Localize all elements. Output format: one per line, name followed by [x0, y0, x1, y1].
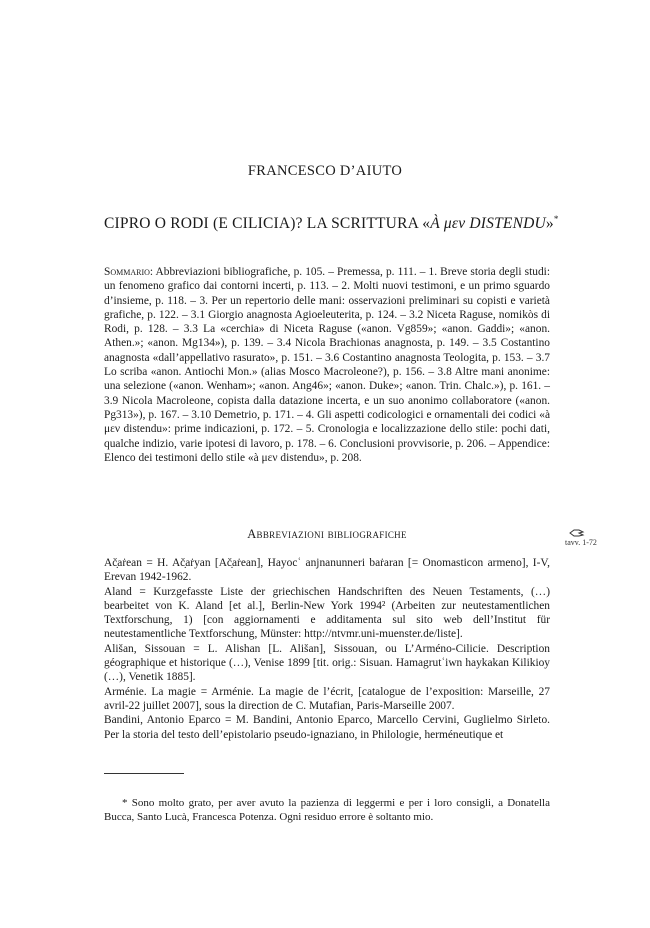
- bibliography-entry: Arménie. La magie = Arménie. La magie de l’écrit, [catalogue de l’exposition: Marseille, 27 avril-22 juillet 2007], sous la direction de C. Mutafian, Paris-Marseille 2007.: [104, 685, 550, 712]
- bibliography-entry: Bandini, Antonio Eparco = M. Bandini, Antonio Eparco, Marcello Cervini, Guglielmo Sirleto. Per la storia del testo dell’epistolario pseudo-ignaziano, in Philologie, herméneutique et: [104, 714, 550, 741]
- bibliography-entry: Ač̣aṙean = H. Ač̣aṙyan [Ač̣aṙean], Hayocʿ anjnanunneri baṙaran [= Onomasticon armeno], I-V, Erevan 1942-1962.: [104, 557, 550, 584]
- author-name: FRANCESCO D’AIUTO: [247, 163, 403, 179]
- margin-note-text: tavv. 1-72: [565, 538, 597, 547]
- title-close: »: [545, 215, 554, 233]
- bibliography-list: [104, 556, 550, 742]
- plate-reference-icon: [569, 528, 585, 538]
- footnote-rule: [104, 773, 184, 774]
- summary-label: Sommario:: [104, 266, 154, 278]
- summary-text: Abbreviazioni bibliografiche, p. 105. – Premessa, p. 111. – 1. Breve storia degli studi: un fenomeno grafico dai contorni incerti, p. 113. – 2. Molti nuovi testimoni, e un primo sguardo d’insieme, p. 118. – 3. Per un repertorio delle mani: osservazioni preliminari su copisti e varietà grafiche, p. 122. – 3.1 Giorgio anagnosta Agioeleuterita, p. 124. – 3.2 Niceta Raguse, nomikòs di Rodi, p. 128. – 3.3 La «cerchia» di Niceta Raguse («anon. Vg859»; «anon. Gaddi»; «anon. Athen.»; «anon. Mg134»), p. 139. – 3.4 Nicola Brachionas anagnosta, p. 149. – 3.5 Costantino anagnosta «dall’appellativo rasurato», p. 151. – 3.6 Costantino anagnosta Teologita, p. 153. – 3.7 Lo scriba «anon. Antiochi Mon.» (alias Mosco Macroleone?), p. 156. – 3.8 Altre mani anonime: una selezione («anon. Wenham»; «anon. Ang46»; «anon. Duke»; «anon. Trin. Chalc.»), p. 161. – 3.9 Nicola Macroleone, copista dalla datazione incerta, e un suo anonimo collaboratore («anon. Pg313»), p. 167. – 3.10 Demetrio, p. 171. – 4. Gli aspetti codicologici e ornamentali dei codici «à μεν distendu»: prime indicazioni, p. 172. – 5. Cronologia e localizzazione dello stile: pochi dati, qualche indizio, varie ipotesi di lavoro, p. 178. – 6. Conclusioni provvisorie, p. 206. – Appendice: Elenco dei testimoni dello stile «à μεν distendu», p. 208.: [104, 266, 550, 464]
- summary-paragraph: [104, 265, 550, 465]
- title-italic: À μεν DISTENDU: [430, 215, 546, 233]
- margin-note: [565, 528, 635, 548]
- section-heading: Abbreviazioni bibliografiche: [247, 527, 407, 541]
- article-title: [104, 214, 564, 233]
- bibliography-entry: Aland = Kurzgefasste Liste der griechischen Handschriften des Neuen Testaments, (…) bearbeitet von K. Aland [et al.], Berlin-New York 1994² (Arbeiten zur neutestamentlichen Textforschung, 1) [con aggiornamenti e additamenta sul sito web dell’Institut für neutestamentliche Textforschung, Münster: http://ntvmr.uni-muenster.de/liste].: [104, 585, 550, 641]
- bibliography-entry: Ališan, Sissouan = L. Alishan [L. Ališan], Sissouan, ou L’Arméno-Cilicie. Description géographique et historique (…), Venise 1899 [tit. orig.: Sisuan. Hamagrutʿiwn haykakan Kilikioy (…), Venetik 1885].: [104, 642, 550, 684]
- title-main: CIPRO O RODI (E CILICIA)? LA SCRITTURA «: [104, 215, 431, 233]
- footnote: * Sono molto grato, per aver avuto la pazienza di leggermi e per i loro consigli, a Donatella Bucca, Santo Lucà, Francesca Potenza. Ogni residuo errore è soltanto mio.: [104, 797, 550, 823]
- title-footnote-mark: *: [553, 214, 559, 224]
